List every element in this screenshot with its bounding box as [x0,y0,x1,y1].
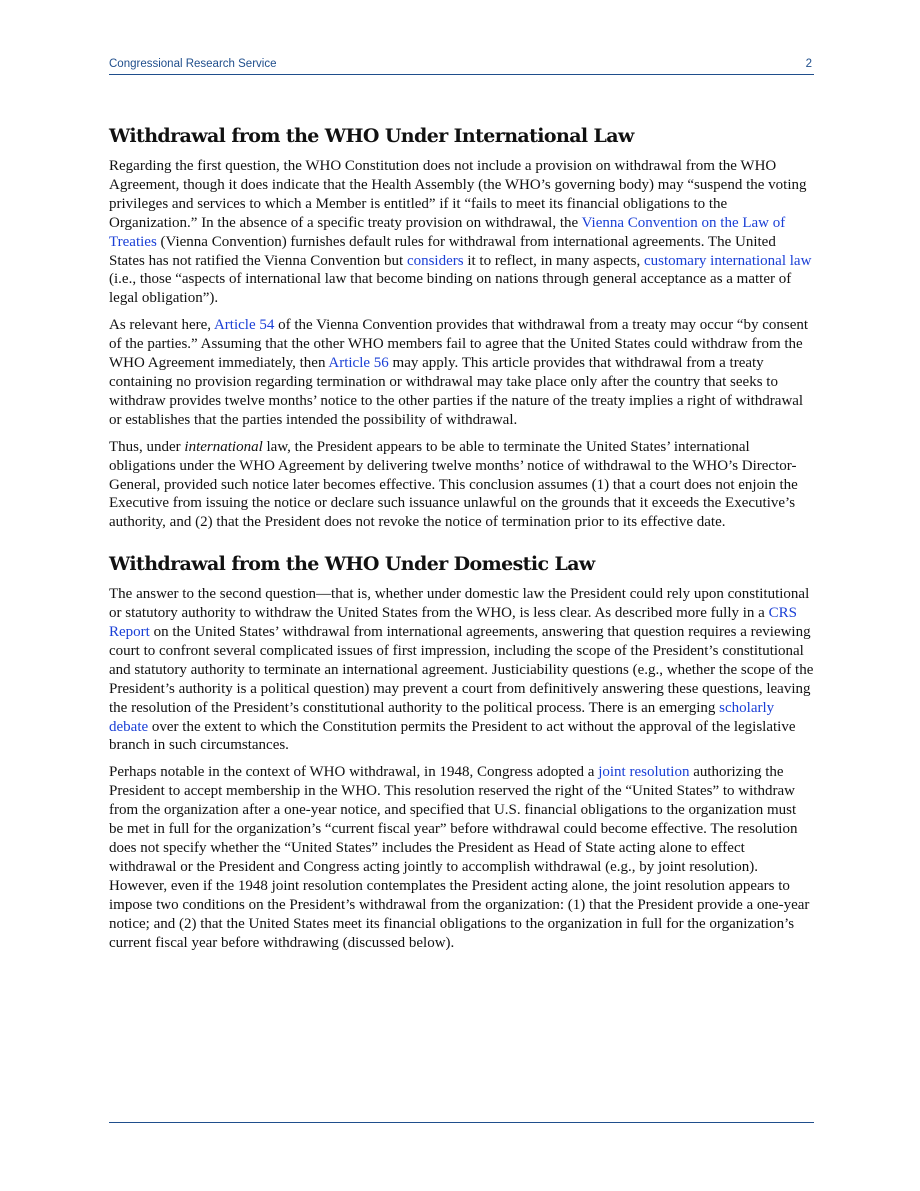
paragraph [109,585,814,755]
paragraph-text: The answer to the second question—that is, whether under domestic law the President could rely upon constitutional or statutory authority to withdraw the United States from the WHO, is less clear. As described more fully in a [109,586,810,622]
paragraph [109,157,814,308]
section-heading-international: Withdrawal from the WHO Under International Law [109,125,634,147]
page-header [109,56,814,75]
link-article-56[interactable]: Article 56 [328,355,389,372]
link-joint-resolution[interactable]: joint resolution [598,764,690,781]
link-considers[interactable]: considers [406,252,464,269]
page-content [109,124,814,960]
paragraph-text: authorizing the President to accept membership in the WHO. This resolution reserved the right of the “United States” to withdraw from the organization after a one-year notice, and specified that U.S. financial obligations to the organization must be met in full for the organization’s “current fiscal year” before withdrawal could become effective. The resolution does not specify whether the “United States” includes the President as Head of State acting alone to effect withdrawal or the President and Congress acting jointly to accomplish withdrawal (e.g., by joint resolution). However, even if the 1948 joint resolution contemplates the President acting alone, the joint resolution appears to impose two conditions on the President’s withdrawal from the organization: (1) that the President provide a one-year notice; and (2) that the United States meet its financial obligations to the organization in full for the organization’s current fiscal year before withdrawing (discussed below). [109,764,810,951]
link-vienna-convention[interactable]: Vienna Convention on the Law of Treaties [109,214,786,250]
paragraph-text: it to reflect, in many aspects, [463,252,644,269]
paragraph-text: may apply. This article provides that withdrawal from a treaty containing no provision regarding termination or withdrawal may take place only after the country that seeks to withdraw provides twelve months’ notice to the other parties if the nature of the treaty implies a right of withdrawal or establishes that the parties intended the possibility of withdrawal. [109,355,804,428]
link-article-54[interactable]: Article 54 [213,317,275,334]
paragraph [109,316,814,429]
paragraph-text: on the United States’ withdrawal from international agreements, answering that question requires a reviewing court to confront several complicated issues of first impression, including the scope of the President’s constitutional and statutory authority to terminate an international agreement. Justiciability questions (e.g., whether the scope of the President’s authority is a political question) may prevent a court from definitively answering these questions, leaving the resolution of the President’s constitutional authority to the political process. There is an emerging [109,624,814,716]
emphasis-text: international [184,438,263,455]
paragraph-text: of the Vienna Convention provides that withdrawal from a treaty may occur “by consent of the parties.” Assuming that the other WHO members fail to agree that the United States could withdraw from the WHO Agreement immediately, then [109,317,809,372]
link-customary-international-law[interactable]: customary international law [643,252,812,269]
link-crs-report[interactable]: CRS Report [109,605,797,641]
paragraph-text: (Vienna Convention) furnishes default rules for withdrawal from international agreements. The United States has not ratified the Vienna Convention but [109,233,776,269]
paragraph-text: (i.e., those “aspects of international law that become binding on nations through general acceptance as a matter of legal obligation”). [109,271,792,307]
paragraph-text: over the extent to which the Constitution permits the President to act without the approval of the legislative branch in such circumstances. [109,718,796,754]
paragraph [109,763,814,952]
header-source: Congressional Research Service [109,58,277,70]
paragraph-text: Perhaps notable in the context of WHO withdrawal, in 1948, Congress adopted a [109,764,599,781]
paragraph-text: As relevant here, [109,317,214,334]
paragraph-text: Thus, under [109,438,185,455]
link-scholarly-debate[interactable]: scholarly debate [109,699,775,735]
page-number: 2 [805,58,812,70]
paragraph-text: law, the President appears to be able to terminate the United States’ international obligations under the WHO Agreement by delivering twelve months’ notice of withdrawal to the WHO’s Director-General, provided such notice later becomes effective. This conclusion assumes (1) that a court does not enjoin the Executive from issuing the notice or declare such issuance unlawful on the grounds that it exceeds the Executive’s authority, and (2) that the President does not revoke the notice of termination prior to its effective date. [109,438,798,531]
paragraph [109,438,814,533]
footer-divider [109,1122,814,1123]
section-heading-domestic: Withdrawal from the WHO Under Domestic Law [109,553,595,576]
paragraph-text: Regarding the first question, the WHO Constitution does not include a provision on withdrawal from the WHO Agreement, though it does indicate that the Health Assembly (the WHO’s governing body) may “suspend the voting privileges and services to which a Member is entitled” if it “fails to meet its financial obligations to the Organization.” In the absence of a specific treaty provision on withdrawal, the [109,158,807,231]
